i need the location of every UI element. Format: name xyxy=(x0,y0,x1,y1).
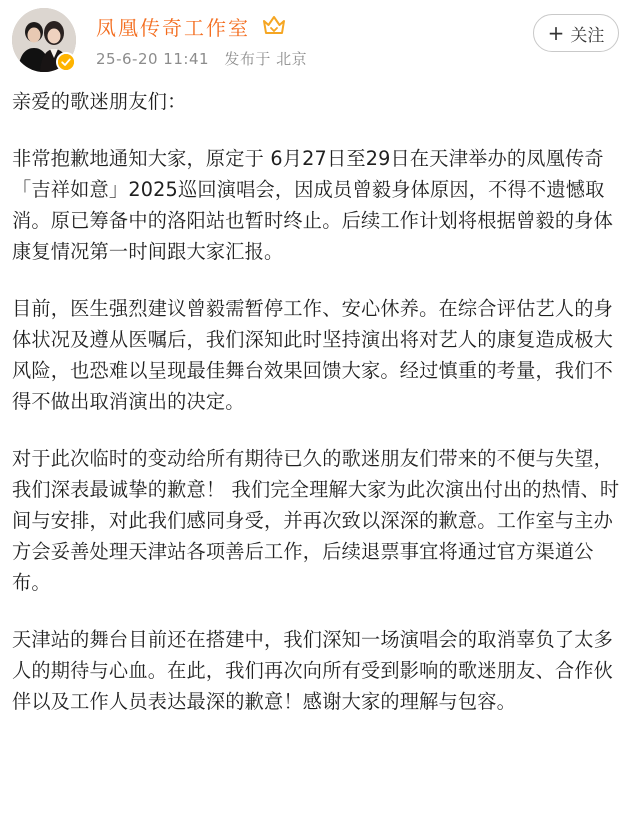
post-date: 25-6-20 11:41 xyxy=(96,50,210,68)
verified-badge-icon xyxy=(56,52,76,72)
crown-vip-icon xyxy=(262,14,286,36)
post-header xyxy=(0,0,640,80)
follow-label: 关注 xyxy=(570,25,605,46)
post-location: 发布于 北京 xyxy=(224,50,308,68)
follow-button[interactable] xyxy=(533,14,619,52)
post-paragraph-1: 非常抱歉地通知大家，原定于 6月27日至29日在天津举办的凤凰传奇「吉祥如意」2025巡回演唱会，因成员曾毅身体原因，不得不遗憾取消。原已筹备中的洛阳站也暂时终止。后续工作计划将根据曾毅的身体康复情况第一时间跟大家汇报。 xyxy=(12,147,614,263)
account-name[interactable]: 凤凰传奇工作室 xyxy=(96,16,250,40)
post-body xyxy=(12,86,622,743)
post-paragraph-4: 天津站的舞台目前还在搭建中，我们深知一场演唱会的取消辜负了太多人的期待与心血。在此，我们再次向所有受到影响的歌迷朋友、合作伙伴以及工作人员表达最深的歉意！感谢大家的理解与包容。 xyxy=(12,628,614,713)
post-paragraph-3: 对于此次临时的变动给所有期待已久的歌迷朋友们带来的不便与失望，我们深表最诚挚的歉意！ 我们完全理解大家为此次演出付出的热情、时间与安排，对此我们感同身受，并再次致以深深的歉意。工作室与主办方会妥善处理天津站各项善后工作，后续退票事宜将通过官方渠道公布。 xyxy=(12,447,620,594)
post-meta xyxy=(96,48,317,69)
post-paragraph-2: 目前，医生强烈建议曾毅需暂停工作、安心休养。在综合评估艺人的身体状况及遵从医嘱后，我们深知此时坚持演出将对艺人的康复造成极大风险，也恐难以呈现最佳舞台效果回馈大家。经过慎重的考量，我们不得不做出取消演出的决定。 xyxy=(12,297,614,413)
post-greeting: 亲爱的歌迷朋友们： xyxy=(12,90,187,113)
plus-icon: + xyxy=(547,21,565,45)
